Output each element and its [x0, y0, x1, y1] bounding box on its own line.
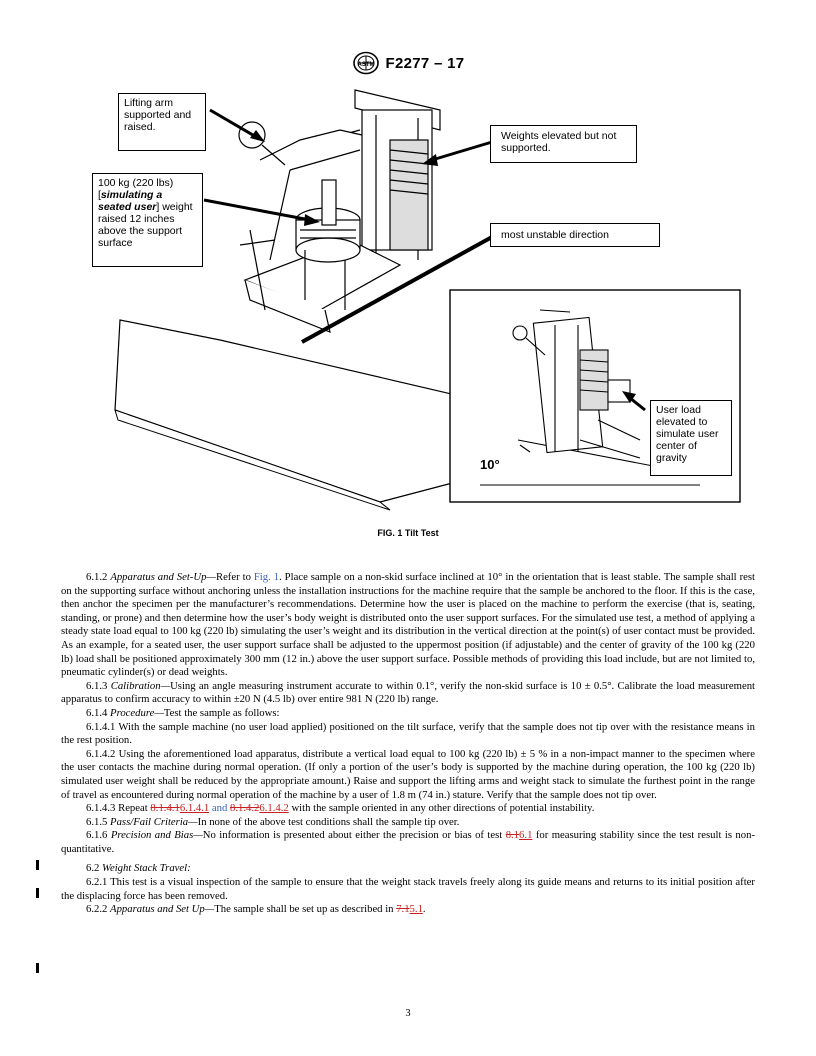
- para-text: 6.1.4.3 Repeat: [86, 802, 151, 815]
- svg-text:ASTM: ASTM: [357, 62, 375, 68]
- astm-logo-icon: [352, 51, 380, 75]
- para-text: In none of the above test conditions shall the sample tip over.: [197, 815, 460, 828]
- change-bar: [36, 888, 39, 898]
- weights-arrow: [432, 142, 492, 160]
- para-6-1-5: [61, 816, 755, 830]
- section-number: 6.1.4: [86, 706, 108, 719]
- deleted-ref: 8.1.4.2: [229, 802, 260, 815]
- para-6-1-4-1: 6.1.4.1 With the sample machine (no user load applied) positioned on the tilt surface, verify that the sample does not tip over with the resistance means in the rest position.: [61, 720, 755, 747]
- section-title: Procedure—: [110, 706, 164, 719]
- user-load-bracket-open: [: [98, 189, 101, 201]
- figure-tilt-test: [100, 80, 750, 520]
- para-text: . Place sample on a non-skid surface inclined at 10° in the orientation that is least stable. The sample shall rest on the supporting surface without anchoring unless the installation instructions for the machine require that the sample be anchored to the floor. If this is the case, then anchor the specimen per the manufacturer’s recommendations. Determine how the user is placed on the machine to perform the exercise (that is, seating, standing, or prone) and then determine how the user’s body weight is distributed onto the user support surfaces. For the simulated use test, a method of applying a steady state load equal to 100 kg (220 lb) simulating the user’s weight and its distribution in the vertical direction at the point(s) of user contact must be provided. As an example, for a seated user, the user support surface shall be adjusted to the uppermost position (if adjustable) and the center of gravity of the 100 kg (220 lb) load shall be positioned approximately 300 mm (12 in.) above the user support surface. Possible methods of providing this load include, but are not limited to, pneumatic cylinder(s) or dead weights.: [61, 571, 756, 679]
- section-title: Apparatus and Set Up—: [110, 903, 215, 916]
- callout-weights-elevated: Weights elevated but not supported.: [490, 125, 637, 163]
- para-6-2-2: [61, 903, 755, 917]
- section-number: 6.1.3: [86, 679, 108, 692]
- body-text: [61, 571, 755, 917]
- para-6-2: [61, 862, 755, 876]
- para-text: with the sample oriented in any other directions of potential instability.: [288, 802, 595, 815]
- callout-lifting-arm: Lifting arm supported and raised.: [118, 93, 206, 151]
- callout-user-load: [92, 173, 203, 267]
- para-6-1-4-3: [61, 802, 755, 816]
- para-text: for measuring stability since the test result is non-quantitative.: [61, 829, 756, 855]
- para-6-1-2: [61, 571, 755, 680]
- document-id: F2277 – 17: [385, 54, 465, 72]
- inserted-ref[interactable]: 6.1: [519, 829, 533, 842]
- angle-label: 10°: [480, 457, 500, 472]
- callout-center-of-gravity: User load elevated to simulate user center of gravity: [650, 400, 732, 476]
- para-6-1-4: [61, 707, 755, 721]
- section-number: 6.2.2: [86, 903, 108, 916]
- para-text: Using an angle measuring instrument accurate to within 0.1°, verify the non-skid surface is 10 ± 0.5°. Calibrate the load measurement apparatus to confirm accuracy to within ±20 N (4.5 lb) over entire 981 N (220 lb) range.: [61, 679, 756, 706]
- para-6-2-1: 6.2.1 This test is a visual inspection of the sample to ensure that the weight stack travels freely along its guide means and returns to its initial position after the displacing force has been removed.: [61, 876, 755, 902]
- user-load-arrow: [204, 200, 310, 220]
- user-load-text: 100 kg (220 lbs): [98, 177, 174, 189]
- conjunction: and: [209, 802, 230, 815]
- para-text: Refer to: [215, 571, 254, 583]
- callout-unstable-direction: most unstable direction: [490, 223, 660, 247]
- para-6-1-4-2: 6.1.4.2 Using the aforementioned load apparatus, distribute a vertical load equal to 100 kg (220 lb) ± 5 % in a non-impact manner to the specimen where the user contacts the machine during normal operation. (If only a portion of the user’s body is supported by the machine during operation, the 100 kg (220 lb) simulated user weight shall be reduced by the appropriate amount.) Raise and support the lifting arms and weight stack to simulate the furthest point in the range of travel as encountered during normal operation of the machine by a user of 1.8 m (74 in.) stature. Verify that the sample does not tip over.: [61, 747, 755, 801]
- section-number: 6.1.5: [86, 815, 108, 828]
- section-title: Pass/Fail Criteria—: [110, 815, 198, 828]
- figure-caption: FIG. 1 Tilt Test: [377, 528, 439, 538]
- para-6-1-6: [61, 829, 755, 856]
- inserted-ref[interactable]: 5.1: [409, 903, 423, 916]
- para-text: .: [422, 903, 426, 916]
- section-title: Weight Stack Travel:: [102, 862, 191, 875]
- para-6-1-3: [61, 680, 755, 707]
- user-load-rest: weight raised 12 inches above the support surface: [98, 201, 193, 249]
- page-number: 3: [405, 1008, 411, 1019]
- page-header: [0, 50, 816, 76]
- para-text: No information is presented about either the precision or bias of test: [202, 829, 506, 842]
- section-title: Apparatus and Set-Up—: [110, 571, 216, 583]
- user-load-bracket-close: ]: [156, 201, 160, 213]
- change-bar: [36, 860, 39, 870]
- inserted-ref[interactable]: 6.1.4.1: [179, 802, 210, 815]
- para-text: The sample shall be set up as described in: [214, 903, 397, 916]
- user-load-emphasis: simulating a seated user: [98, 189, 163, 213]
- para-text: Test the sample as follows:: [163, 706, 280, 719]
- section-title: Calibration—: [110, 679, 171, 692]
- section-number: 6.2: [86, 862, 100, 875]
- section-number: 6.1.2: [86, 571, 108, 583]
- deleted-ref: 8.1: [505, 829, 520, 842]
- fig-1-link[interactable]: Fig. 1: [253, 571, 280, 583]
- inserted-ref[interactable]: 6.1.4.2: [259, 802, 289, 815]
- section-title: Precision and Bias—: [110, 829, 203, 842]
- change-bar: [36, 963, 39, 973]
- section-number: 6.1.6: [86, 829, 108, 842]
- deleted-ref: 7.1: [396, 903, 410, 916]
- deleted-ref: 8.1.4.1: [150, 802, 180, 815]
